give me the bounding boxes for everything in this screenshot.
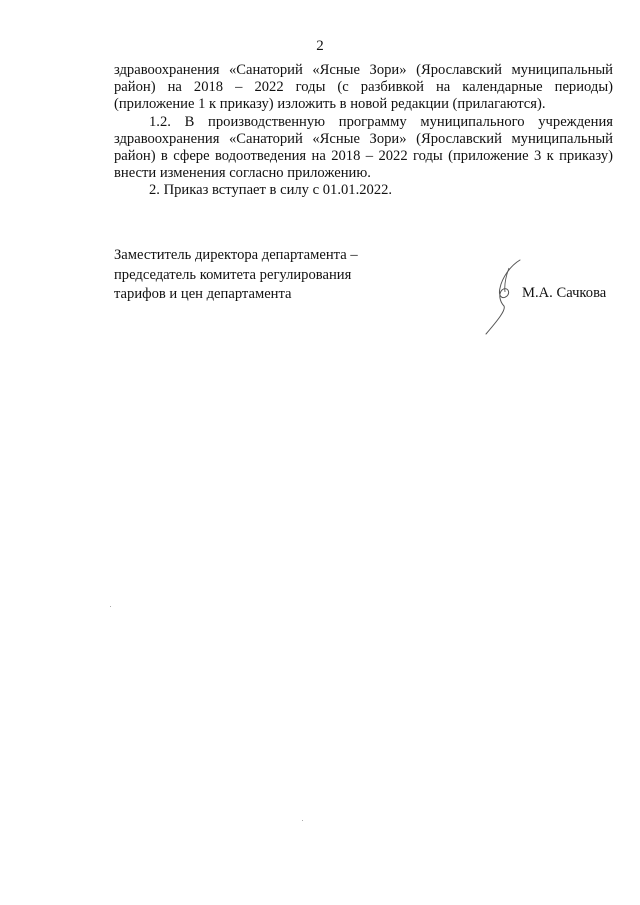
- position-line: председатель комитета регулирования: [114, 266, 352, 283]
- scan-speck: [302, 820, 303, 821]
- signer-name: М.А. Сачкова: [522, 285, 607, 301]
- page-number: 2: [316, 38, 324, 54]
- paragraph-continuation: здравоохранения «Санаторий «Ясные Зори» (Ярославский муниципальный район) на 2018 – 2022 годы (с разбивкой на календарные периоды) (приложение 1 к приказу) изложить в новой редакции (прилагаются).: [114, 62, 613, 113]
- paragraph-item-1-2: 1.2. В производственную программу муниципального учреждения здравоохранения «Санаторий «Ясные Зори» (Ярославский муниципальный район) в сфере водоотведения на 2018 – 2022 годы (приложение 3 к приказу) внести изменения согласно приложению.: [114, 113, 613, 182]
- signature-stroke: [486, 260, 520, 334]
- position-line: Заместитель директора департамента –: [114, 247, 358, 263]
- position-line: тарифов и цен департамента: [114, 286, 292, 302]
- scan-speck: [110, 606, 111, 607]
- document-body: [114, 62, 613, 200]
- signatory-position: [114, 246, 358, 305]
- handwritten-signature: [480, 256, 524, 338]
- paragraph-item-2: 2. Приказ вступает в силу с 01.01.2022.: [149, 182, 393, 199]
